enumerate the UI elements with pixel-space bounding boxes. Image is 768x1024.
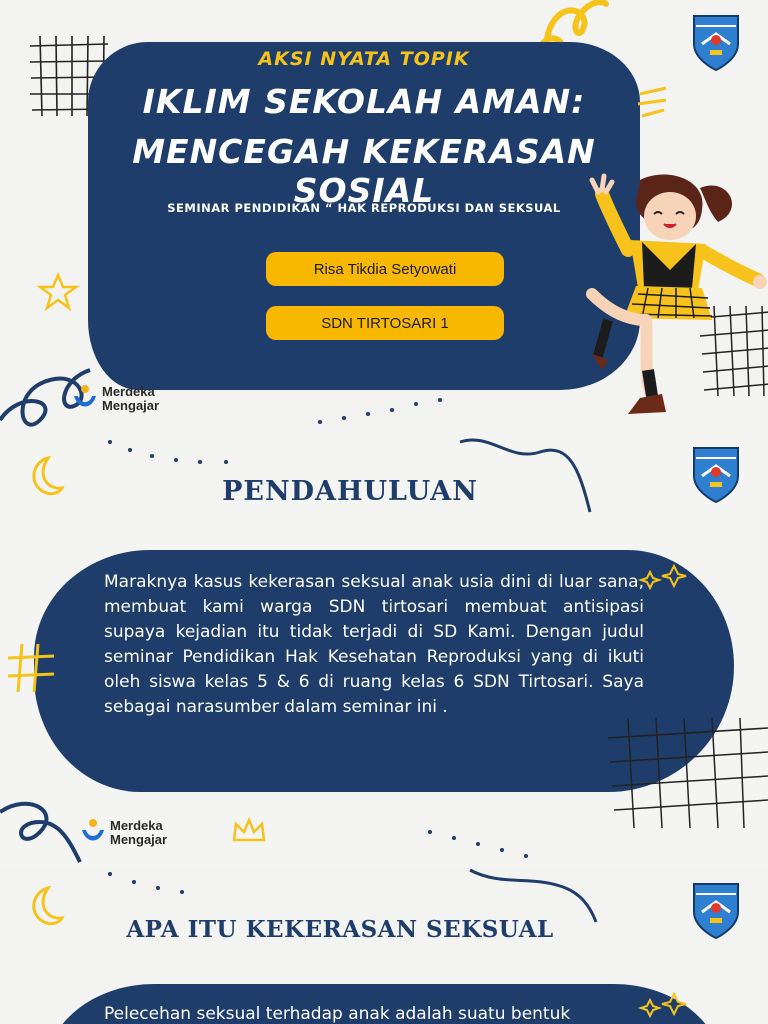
section-heading: PENDAHULUAN bbox=[222, 476, 478, 507]
brand-line-2: Mengajar bbox=[102, 398, 160, 413]
merdeka-mengajar-icon bbox=[80, 818, 106, 848]
moon-icon bbox=[24, 884, 64, 928]
sparkle-icon bbox=[640, 990, 690, 1024]
merdeka-mengajar-icon bbox=[72, 384, 98, 414]
brand-line-1: Merdeka bbox=[102, 384, 155, 399]
kicker-label: AKSI NYATA TOPIK bbox=[258, 48, 470, 70]
slide-introduction bbox=[0, 432, 768, 866]
school-badge-icon bbox=[690, 442, 742, 506]
dot-trail-doodle bbox=[300, 392, 460, 432]
star-icon bbox=[38, 272, 78, 312]
dot-trail-doodle bbox=[420, 822, 550, 866]
crown-icon bbox=[232, 818, 266, 844]
grid-doodle bbox=[608, 718, 768, 828]
definition-paragraph: Pelecehan seksual terhadap anak adalah suatu bentuk bbox=[104, 1004, 571, 1024]
brand-line-2: Mengajar bbox=[110, 832, 168, 847]
girl-illustration bbox=[578, 170, 768, 420]
school-name-pill: SDN TIRTOSARI 1 bbox=[266, 306, 504, 340]
moon-icon bbox=[24, 454, 64, 498]
curl-doodle bbox=[0, 782, 90, 866]
seminar-subtitle: SEMINAR PENDIDIKAN “ HAK REPRODUKSI DAN SEKSUAL bbox=[167, 201, 561, 215]
merdeka-mengajar-logo bbox=[80, 818, 167, 848]
school-badge-icon bbox=[690, 878, 742, 942]
section-heading: APA ITU KEKERASAN SEKSUAL bbox=[126, 916, 554, 943]
sparkle-icon bbox=[640, 562, 690, 602]
brand-line-1: Merdeka bbox=[110, 818, 163, 833]
page-title: IKLIM SEKOLAH AMAN: bbox=[142, 82, 586, 121]
sparkle-doodle bbox=[636, 86, 670, 120]
dot-trail-doodle bbox=[90, 866, 230, 906]
hashtag-doodle bbox=[6, 642, 56, 694]
curl-doodle bbox=[0, 330, 110, 432]
school-badge-icon bbox=[690, 10, 742, 74]
slide-title bbox=[0, 0, 768, 432]
introduction-paragraph: Maraknya kasus kekerasan seksual anak usia dini di luar sana, membuat kami warga SDN tirtosari membuat antisipasi supaya kejadian itu tidak terjadi di SD Kami. Dengan judul seminar Pendidikan Hak Kesehatan Reproduksi yang di ikuti oleh siswa kelas 5 & 6 di ruang kelas 6 SDN Tirtosari. Saya sebagai narasumber dalam seminar ini . bbox=[104, 572, 644, 717]
slide-definition bbox=[0, 866, 768, 1024]
presenter-name-pill: Risa Tikdia Setyowati bbox=[266, 252, 504, 286]
merdeka-mengajar-logo bbox=[72, 384, 159, 414]
page-title-line-2: MENCEGAH KEKERASAN SOSIAL bbox=[132, 132, 596, 210]
